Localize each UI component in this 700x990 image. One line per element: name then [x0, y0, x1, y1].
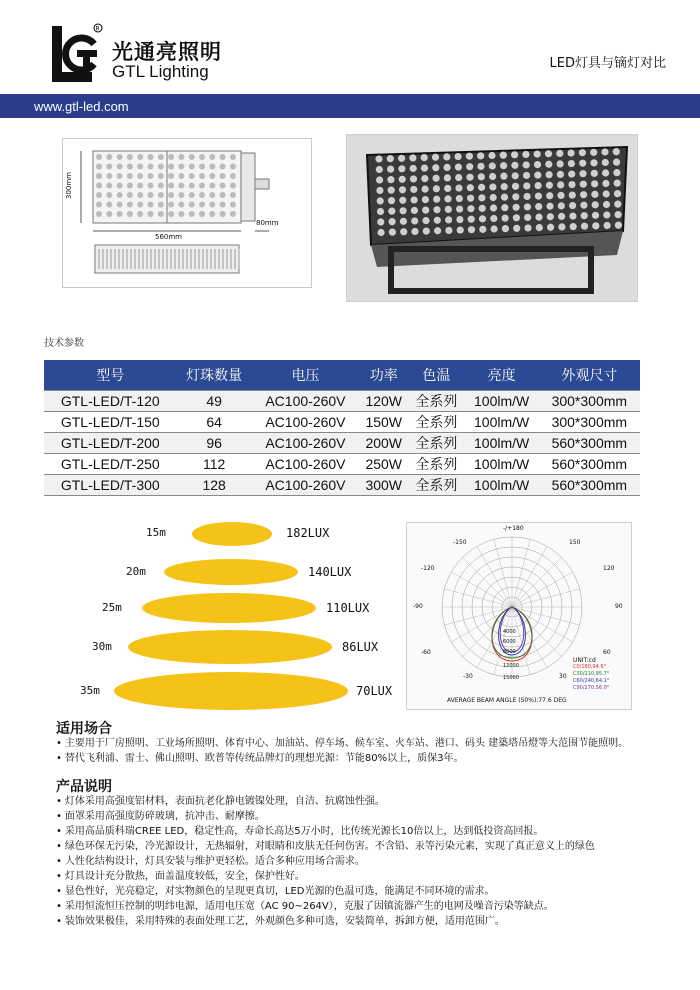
cell: GTL-LED/T-120 [44, 390, 177, 411]
cell: 112 [177, 453, 252, 474]
lux-label: 86LUX [342, 640, 379, 654]
beam-angle-caption: AVERAGE BEAM ANGLE (50%):77.6 DEG [447, 697, 567, 704]
cell: 100lm/W [465, 390, 539, 411]
col-brightness: 亮度 [465, 360, 539, 390]
depth-dimension: 80mm [256, 219, 279, 227]
angle-label: 150 [569, 539, 581, 546]
cell: 全系列 [408, 432, 464, 453]
list-item: • 面罩采用高强度防碎玻璃，抗冲击、耐摩擦。 [56, 809, 676, 824]
legend-item: C0/180,94.6° [573, 664, 607, 670]
cell: 300*300mm [539, 390, 640, 411]
radial-label: 12000 [503, 663, 519, 669]
distance-label: 20m [126, 565, 146, 578]
radial-label: 8000 [503, 649, 516, 655]
cell: 全系列 [408, 453, 464, 474]
lux-label: 140LUX [308, 565, 352, 579]
list-item: • 灯具设计充分散热，面盖温度较低，安全，保护性好。 [56, 869, 676, 884]
lux-label: 110LUX [326, 601, 370, 615]
height-dimension: 300mm [65, 172, 73, 199]
list-item: • 灯体采用高强度铝材料，表面抗老化静电镀镍处理，自洁、抗腐蚀性强。 [56, 794, 676, 809]
cell: GTL-LED/T-150 [44, 411, 177, 432]
angle-label: 90 [615, 603, 623, 610]
angle-label: 120 [603, 565, 615, 572]
cell: 300*300mm [539, 411, 640, 432]
distance-label: 30m [92, 640, 112, 653]
light-spot [192, 522, 272, 546]
distance-label: 25m [102, 601, 122, 614]
spec-caption: 技术参数 [44, 338, 84, 349]
cell: 全系列 [408, 474, 464, 495]
cell: 300W [359, 474, 408, 495]
cell: AC100-260V [252, 453, 360, 474]
width-dimension: 560mm [155, 233, 182, 241]
website-link[interactable]: www.gtl-led.com [34, 99, 129, 114]
list-item: • 主要用于厂房照明、工业场所照明、体育中心、加油站、停车场、候车室、火车站、港口、码头 建築塔吊燈等大范围节能照明。 [56, 736, 676, 751]
list-item: • 显色性好，光亮稳定，对实物颜色的呈现更真切，LED光源的色温可选，能满足不同环境的需求。 [56, 884, 676, 899]
cell: 200W [359, 432, 408, 453]
col-voltage: 电压 [252, 360, 360, 390]
col-dimensions: 外观尺寸 [539, 360, 640, 390]
distance-label: 35m [80, 684, 100, 697]
lux-label: 182LUX [286, 526, 330, 540]
lux-label: 70LUX [356, 684, 393, 698]
radial-label: 15000 [503, 675, 519, 681]
usage-list [56, 736, 676, 766]
cell: 100lm/W [465, 474, 539, 495]
radial-label: 6000 [503, 639, 516, 645]
list-item: • 采用高品质科瑞CREE LED，稳定性高，寿命长高达5万小时，比传统光源长10倍以上，达到低投资高回报。 [56, 824, 676, 839]
brand-name-en: GTL Lighting [112, 62, 209, 81]
usage-title: 适用场合 [56, 721, 112, 737]
light-spot [164, 559, 298, 585]
cell: 64 [177, 411, 252, 432]
angle-label: -150 [453, 539, 467, 546]
cell: AC100-260V [252, 432, 360, 453]
list-item: • 装饰效果极佳，采用特殊的表面处理工艺，外观颜色多种可选，安装简单，拆卸方便，适用范围广。 [56, 914, 676, 929]
product-list [56, 794, 676, 929]
list-item: • 采用恒流恒压控制的明纬电源，适用电压宽（AC 90~264V），克服了因镇流器产生的电网及噪音污染等缺点。 [56, 899, 676, 914]
spec-table [44, 360, 640, 496]
cell: 全系列 [408, 411, 464, 432]
legend-item: C90/270,56.0° [573, 685, 610, 691]
angle-label: 60 [603, 649, 611, 656]
cell: 全系列 [408, 390, 464, 411]
cell: 250W [359, 453, 408, 474]
illuminance-diagram [70, 512, 410, 712]
gtl-logo [50, 22, 104, 84]
cell: 560*300mm [539, 432, 640, 453]
legend-item: C60/240,64.1° [573, 678, 610, 684]
page-title: LED灯具与镝灯对比 [549, 56, 666, 71]
polar-top-label: -/+180 [503, 525, 524, 532]
table-row [44, 432, 640, 453]
cell: 100lm/W [465, 453, 539, 474]
cell: GTL-LED/T-250 [44, 453, 177, 474]
list-item: • 绿色环保无污染，冷光源设计，无热辐射，对眼睛和皮肤无任何伤害。不含铅、汞等污染元素，实现了真正意义上的绿色 [56, 839, 676, 854]
list-item: • 替代飞利浦、雷士、佛山照明、欧普等传统品牌灯的理想光源：节能80%以上，质保3年。 [56, 751, 676, 766]
cell: 150W [359, 411, 408, 432]
cell: 96 [177, 432, 252, 453]
distance-label: 15m [146, 526, 166, 539]
angle-label: -60 [421, 649, 431, 656]
table-row [44, 390, 640, 411]
col-power: 功率 [359, 360, 408, 390]
cell: GTL-LED/T-300 [44, 474, 177, 495]
cell: 100lm/W [465, 432, 539, 453]
polar-distribution-chart [406, 522, 632, 710]
angle-label: -90 [413, 603, 423, 610]
angle-label: 30 [559, 673, 567, 680]
svg-text:R: R [95, 25, 100, 33]
dimension-drawing [62, 138, 312, 288]
cell: 128 [177, 474, 252, 495]
cell: AC100-260V [252, 411, 360, 432]
col-led-count: 灯珠数量 [177, 360, 252, 390]
col-model: 型号 [44, 360, 177, 390]
product-photo [346, 134, 638, 302]
legend-item: C30/210,95.7° [573, 671, 610, 677]
cell: 100lm/W [465, 411, 539, 432]
radial-label: 4000 [503, 629, 516, 635]
cell: 120W [359, 390, 408, 411]
light-spot [114, 672, 348, 710]
product-title: 产品说明 [56, 779, 112, 795]
cell: 560*300mm [539, 453, 640, 474]
light-spot [142, 593, 316, 623]
light-spot [128, 630, 332, 664]
cell: 560*300mm [539, 474, 640, 495]
col-color-temp: 色温 [408, 360, 464, 390]
brand-name-cn: 光通亮照明 [112, 40, 222, 64]
angle-label: -120 [421, 565, 435, 572]
unit-label: UNIT:cd [573, 657, 596, 664]
table-row [44, 411, 640, 432]
angle-label: -30 [463, 673, 473, 680]
cell: GTL-LED/T-200 [44, 432, 177, 453]
table-row [44, 474, 640, 495]
cell: 49 [177, 390, 252, 411]
cell: AC100-260V [252, 390, 360, 411]
cell: AC100-260V [252, 474, 360, 495]
table-row [44, 453, 640, 474]
list-item: • 人性化结构设计，灯具安装与维护更轻松。适合多种应用场合需求。 [56, 854, 676, 869]
